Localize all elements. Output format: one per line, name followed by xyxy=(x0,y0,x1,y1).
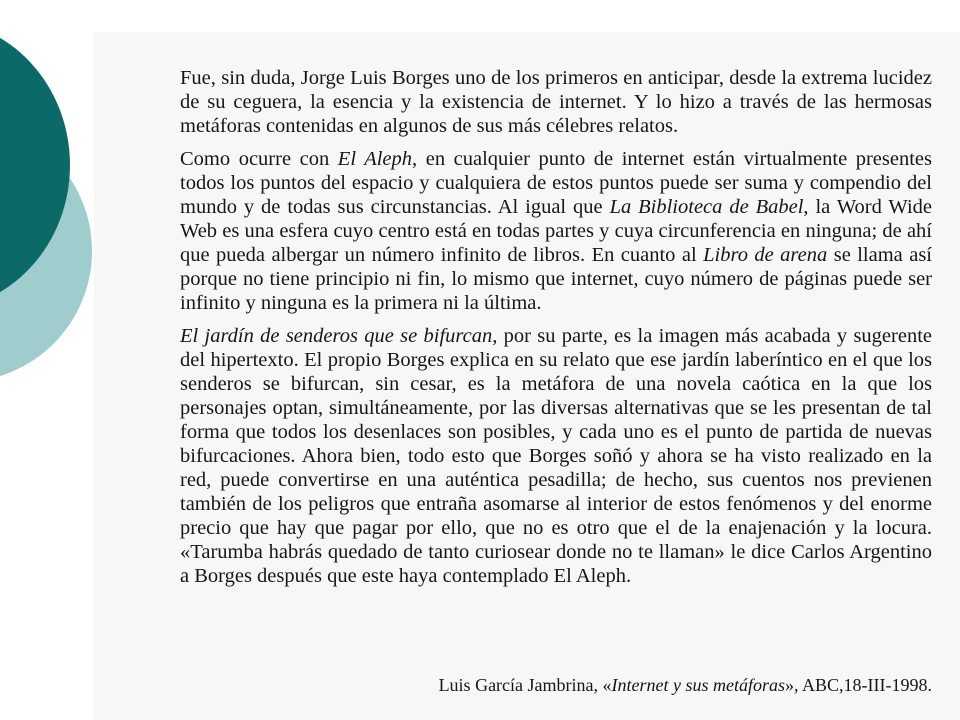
source-citation xyxy=(180,674,932,696)
title-jardin-senderos: El jardín de senderos que se bifurcan xyxy=(180,325,493,347)
citation-publication: », ABC,18-III-1998. xyxy=(785,675,932,695)
paragraph-2-text-3: , la Word Wide Web es una esfera cuyo centro está en todas partes y cuya circunferencia en ninguna; de ahí que pueda albergar un número infinito de libros. En cuanto al xyxy=(180,196,932,266)
title-el-aleph: El Aleph xyxy=(337,148,413,170)
paragraph-2-text-1: Como ocurre con xyxy=(180,148,338,170)
citation-work-title: Internet y sus metáforas xyxy=(611,675,785,695)
paragraph-3 xyxy=(180,324,932,588)
title-biblioteca-de-babel: La Biblioteca de Babel xyxy=(609,196,804,218)
paragraph-1-text: Fue, sin duda, Jorge Luis Borges uno de los primeros en anticipar, desde la extrema lucidez de su ceguera, la esencia y la existencia de internet. Y lo hizo a través de las hermosas metáforas contenidas en algunos de sus más célebres relatos. xyxy=(180,67,932,137)
citation-author: Luis García Jambrina, « xyxy=(438,675,612,695)
title-libro-de-arena: Libro de arena xyxy=(703,244,828,266)
paragraph-3-text: , por su parte, es la imagen más acabada y sugerente del hipertexto. El propio Borges explica en su relato que ese jardín laberíntico en el que los senderos se bifurcan, sin cesar, es la metáfora de una novela caótica en la que los personajes optan, simultáneamente, por las diversas alternativas que se les presentan de tal forma que todos los desenlaces son posibles, y cada uno es el punto de partida de nuevas bifurcaciones. Ahora bien, todo esto que Borges soñó y ahora se ha visto realizado en la red, puede convertirse en una auténtica pesadilla; de hecho, sus cuentos nos previenen también de los peligros que entraña asomarse al interior de estos fenómenos y del enorme precio que hay que pagar por ello, que no es otro que el de la enajenación y la locura. «Tarumba habrás quedado de tanto curiosear donde no te llaman» le dice Carlos Argentino a Borges después que este haya contemplado El Aleph. xyxy=(180,325,932,587)
quote-body xyxy=(180,66,932,597)
paragraph-2-text-4: se llama así porque no tiene principio ni fin, lo mismo que internet, cuyo número de páginas puede ser infinito y ninguna es la primera ni la última. xyxy=(180,244,932,314)
paragraph-2-text-2: , en cualquier punto de internet están virtualmente presentes todos los puntos del espacio y cualquiera de estos puntos puede ser suma y compendio del mundo y de todas sus circunstancias. Al igual que xyxy=(180,148,933,218)
paragraph-1 xyxy=(180,66,932,138)
paragraph-2 xyxy=(180,147,932,315)
